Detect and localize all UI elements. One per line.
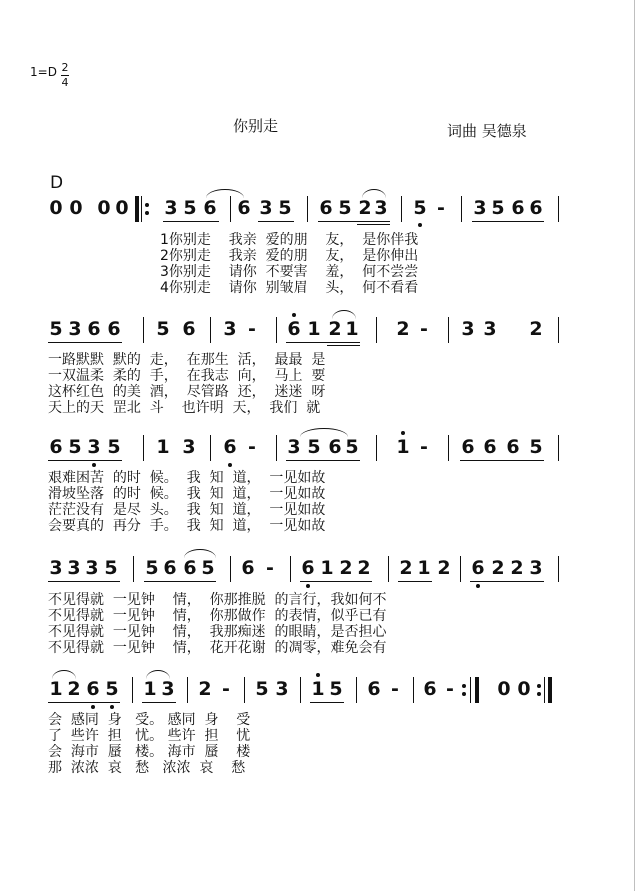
barline bbox=[143, 317, 144, 343]
barline bbox=[460, 556, 461, 582]
lyric-line: 艰难困苦 的时 候。 我 知 道， 一见如故 bbox=[48, 470, 326, 486]
repeat-dot bbox=[537, 684, 541, 688]
repeat-barline bbox=[135, 196, 139, 222]
note: 6 bbox=[107, 318, 121, 340]
note: 0 bbox=[517, 678, 531, 700]
beam-underline bbox=[310, 702, 344, 703]
octave-dot-below bbox=[110, 705, 114, 709]
beam-underline bbox=[300, 581, 372, 582]
note: 6 bbox=[301, 557, 315, 579]
note: 3 bbox=[182, 436, 196, 458]
note: 2 bbox=[358, 197, 372, 219]
key-signature: 1=D bbox=[30, 65, 57, 79]
note: 3 bbox=[461, 318, 475, 340]
octave-dot-below bbox=[91, 705, 95, 709]
barline bbox=[187, 677, 188, 703]
barline bbox=[141, 196, 142, 222]
note: 6 bbox=[506, 436, 520, 458]
barline bbox=[356, 677, 357, 703]
note: 3 bbox=[68, 318, 82, 340]
notation-row-3 bbox=[0, 434, 638, 464]
note: 5 bbox=[105, 678, 119, 700]
notation-row-2 bbox=[0, 316, 638, 346]
octave-dot-above bbox=[401, 431, 405, 435]
note: 3 bbox=[483, 318, 497, 340]
note: 5 bbox=[278, 197, 292, 219]
note: 3 bbox=[223, 318, 237, 340]
note: 6 bbox=[511, 197, 525, 219]
note: 6 bbox=[237, 197, 251, 219]
note: 3 bbox=[164, 197, 178, 219]
repeat-dot bbox=[145, 211, 149, 215]
note: 3 bbox=[87, 436, 101, 458]
note: 6 bbox=[182, 318, 196, 340]
slur-arc bbox=[146, 670, 170, 679]
beam-underline bbox=[470, 581, 544, 582]
note: 6 bbox=[163, 557, 177, 579]
note: 3 bbox=[161, 678, 175, 700]
note: 6 bbox=[367, 678, 381, 700]
tie-arc bbox=[184, 549, 216, 558]
lyric-line: 滑坡坠落 的时 候。 我 知 道， 一见如故 bbox=[48, 486, 326, 502]
notation-row-4 bbox=[0, 555, 638, 585]
octave-dot-below bbox=[418, 223, 422, 227]
note: 5 bbox=[68, 436, 82, 458]
note: - bbox=[222, 678, 230, 700]
beam-underline bbox=[142, 702, 176, 703]
barline bbox=[558, 317, 559, 343]
lyric-line: 一路默默 默的 走， 在那生 活， 最最 是 bbox=[48, 352, 326, 368]
note: 0 bbox=[69, 197, 83, 219]
barline bbox=[133, 556, 134, 582]
note: 6 bbox=[223, 436, 237, 458]
note: - bbox=[420, 318, 428, 340]
note: - bbox=[420, 436, 428, 458]
lyric-line: 不见得就 一见钟 情， 我那痴迷 的眼睛，是否担心 bbox=[48, 624, 387, 640]
note: 5 bbox=[413, 197, 427, 219]
barline bbox=[461, 196, 462, 222]
note: 5 bbox=[345, 436, 359, 458]
octave-dot-above bbox=[316, 673, 320, 677]
note: 6 bbox=[319, 197, 333, 219]
note: 0 bbox=[49, 197, 63, 219]
note: 1 bbox=[307, 318, 321, 340]
barline bbox=[413, 677, 414, 703]
note: 1 bbox=[49, 678, 63, 700]
note: 2 bbox=[328, 318, 342, 340]
note: 3 bbox=[374, 197, 388, 219]
note: 5 bbox=[491, 197, 505, 219]
note: - bbox=[248, 318, 256, 340]
barline bbox=[230, 556, 231, 582]
beam-underline bbox=[48, 581, 120, 582]
octave-dot-below bbox=[476, 584, 480, 588]
note: 6 bbox=[471, 557, 485, 579]
beam-underline bbox=[286, 342, 360, 343]
note: 5 bbox=[145, 557, 159, 579]
octave-dot-above bbox=[292, 313, 296, 317]
barline bbox=[558, 196, 559, 222]
notation-row-1 bbox=[0, 195, 638, 225]
note: 6 bbox=[423, 678, 437, 700]
octave-dot-below bbox=[92, 463, 96, 467]
octave-dot-below bbox=[306, 584, 310, 588]
slur-arc bbox=[300, 428, 348, 437]
note: 5 bbox=[529, 436, 543, 458]
barline bbox=[300, 677, 301, 703]
note: - bbox=[391, 678, 399, 700]
note: 3 bbox=[67, 557, 81, 579]
note: 5 bbox=[107, 436, 121, 458]
note: 1 bbox=[417, 557, 431, 579]
note: 2 bbox=[437, 557, 451, 579]
barline bbox=[276, 435, 277, 461]
note: 5 bbox=[104, 557, 118, 579]
time-signature bbox=[61, 62, 69, 89]
note: 6 bbox=[87, 318, 101, 340]
note: 6 bbox=[529, 197, 543, 219]
beam-underline bbox=[318, 221, 390, 222]
lyric-line: 不见得就 一见钟 情， 花开花谢 的凋零，难免会有 bbox=[48, 640, 387, 656]
note: 6 bbox=[183, 557, 197, 579]
note: 1 bbox=[143, 678, 157, 700]
author-credit: 词曲 吴德泉 bbox=[447, 122, 527, 140]
note: 0 bbox=[115, 197, 129, 219]
beam-underline bbox=[398, 581, 432, 582]
lyric-line: 2你别走 我亲 爱的朋 友， 是你伸出 bbox=[160, 248, 419, 264]
note: 0 bbox=[497, 678, 511, 700]
note: 6 bbox=[461, 436, 475, 458]
barline bbox=[376, 317, 377, 343]
beam-underline bbox=[460, 460, 544, 461]
beam-underline bbox=[48, 702, 120, 703]
notation-row-5 bbox=[0, 676, 638, 706]
note: 2 bbox=[529, 318, 543, 340]
barline bbox=[470, 677, 471, 703]
beam-underline bbox=[258, 221, 294, 222]
barline bbox=[210, 317, 211, 343]
note: 3 bbox=[85, 557, 99, 579]
beam-underline bbox=[357, 224, 390, 225]
slur-arc bbox=[362, 189, 386, 198]
note: 1 bbox=[156, 436, 170, 458]
barline bbox=[388, 556, 389, 582]
barline bbox=[448, 317, 449, 343]
note: 6 bbox=[287, 318, 301, 340]
lyric-line: 了 些许 担 忧。 些许 担 忧 bbox=[48, 728, 251, 744]
barline bbox=[307, 196, 308, 222]
note: - bbox=[248, 436, 256, 458]
beam-underline bbox=[144, 581, 216, 582]
note: 6 bbox=[483, 436, 497, 458]
lyric-line: 不见得就 一见钟 情， 你那推脱 的言行，我如何不 bbox=[48, 592, 387, 608]
octave-dot-below bbox=[228, 463, 232, 467]
note: - bbox=[266, 557, 274, 579]
barline bbox=[210, 435, 211, 461]
repeat-barline bbox=[548, 677, 552, 703]
note: 2 bbox=[399, 557, 413, 579]
note: 5 bbox=[156, 318, 170, 340]
beam-underline bbox=[48, 460, 122, 461]
note: 5 bbox=[255, 678, 269, 700]
repeat-dot bbox=[462, 684, 466, 688]
note: 1 bbox=[320, 557, 334, 579]
barline bbox=[132, 677, 133, 703]
note: 2 bbox=[396, 318, 410, 340]
lyric-line: 天上的天 罡北 斗 也许明 天， 我们 就 bbox=[48, 400, 321, 416]
lyric-line: 一双温柔 柔的 手， 在我志 向， 马上 要 bbox=[48, 368, 326, 384]
note: 1 bbox=[345, 318, 359, 340]
note: 0 bbox=[97, 197, 111, 219]
note: 6 bbox=[328, 436, 342, 458]
note: 6 bbox=[86, 678, 100, 700]
barline bbox=[558, 435, 559, 461]
time-top: 2 bbox=[61, 61, 69, 74]
repeat-dot bbox=[537, 692, 541, 696]
barline bbox=[544, 677, 545, 703]
note: 2 bbox=[67, 678, 81, 700]
lyric-line: 会 海市 蜃 楼。 海市 蜃 楼 bbox=[48, 744, 251, 760]
beam-underline bbox=[163, 221, 219, 222]
note: 3 bbox=[275, 678, 289, 700]
beam-underline bbox=[472, 221, 544, 222]
barline bbox=[244, 677, 245, 703]
beam-underline bbox=[48, 342, 122, 343]
note: 2 bbox=[339, 557, 353, 579]
lyric-line: 茫茫没有 是尽 头。 我 知 道， 一见如故 bbox=[48, 502, 326, 518]
note: - bbox=[446, 678, 454, 700]
note: 2 bbox=[198, 678, 212, 700]
beam-underline bbox=[286, 460, 360, 461]
note: 3 bbox=[259, 197, 273, 219]
repeat-dot bbox=[145, 203, 149, 207]
note: 3 bbox=[473, 197, 487, 219]
repeat-barline bbox=[475, 677, 479, 703]
note: 3 bbox=[49, 557, 63, 579]
note: 6 bbox=[203, 197, 217, 219]
lyric-line: 这杯红色 的美 酒， 尽管路 还， 迷迷 呀 bbox=[48, 384, 326, 400]
lyric-line: 那 浓浓 哀 愁 浓浓 哀 愁 bbox=[48, 760, 246, 776]
lyric-line: 1你别走 我亲 爱的朋 友， 是你伴我 bbox=[160, 232, 419, 248]
note: 3 bbox=[529, 557, 543, 579]
note: 6 bbox=[241, 557, 255, 579]
note: 1 bbox=[311, 678, 325, 700]
barline bbox=[401, 196, 402, 222]
lyric-line: 4你别走 请你 别皱眉 头， 何不看看 bbox=[160, 280, 419, 296]
barline bbox=[376, 435, 377, 461]
beam-underline bbox=[327, 345, 360, 346]
time-bottom: 4 bbox=[61, 76, 69, 89]
barline bbox=[230, 196, 231, 222]
note: 6 bbox=[49, 436, 63, 458]
note: 5 bbox=[338, 197, 352, 219]
slur-arc bbox=[52, 670, 76, 679]
barline bbox=[448, 435, 449, 461]
barline bbox=[290, 556, 291, 582]
note: 5 bbox=[307, 436, 321, 458]
barline bbox=[558, 556, 559, 582]
rehearsal-mark: D bbox=[50, 173, 64, 193]
lyric-line: 3你别走 请你 不要害 羞， 何不尝尝 bbox=[160, 264, 419, 280]
lyric-line: 会要真的 再分 手。 我 知 道， 一见如故 bbox=[48, 518, 326, 534]
lyric-line: 不见得就 一见钟 情， 你那做作 的表情，似乎已有 bbox=[48, 608, 387, 624]
note: 5 bbox=[183, 197, 197, 219]
slur-arc bbox=[332, 310, 356, 319]
lyric-line: 会 感同 身 受。 感同 身 受 bbox=[48, 712, 251, 728]
note: 1 bbox=[396, 436, 410, 458]
note: 2 bbox=[510, 557, 524, 579]
note: 5 bbox=[329, 678, 343, 700]
note: 3 bbox=[287, 436, 301, 458]
barline bbox=[143, 435, 144, 461]
note: - bbox=[437, 197, 445, 219]
song-title: 你别走 bbox=[233, 117, 279, 135]
note: 2 bbox=[491, 557, 505, 579]
repeat-dot bbox=[462, 692, 466, 696]
note: 2 bbox=[357, 557, 371, 579]
note: 5 bbox=[201, 557, 215, 579]
barline bbox=[276, 317, 277, 343]
note: 5 bbox=[49, 318, 63, 340]
